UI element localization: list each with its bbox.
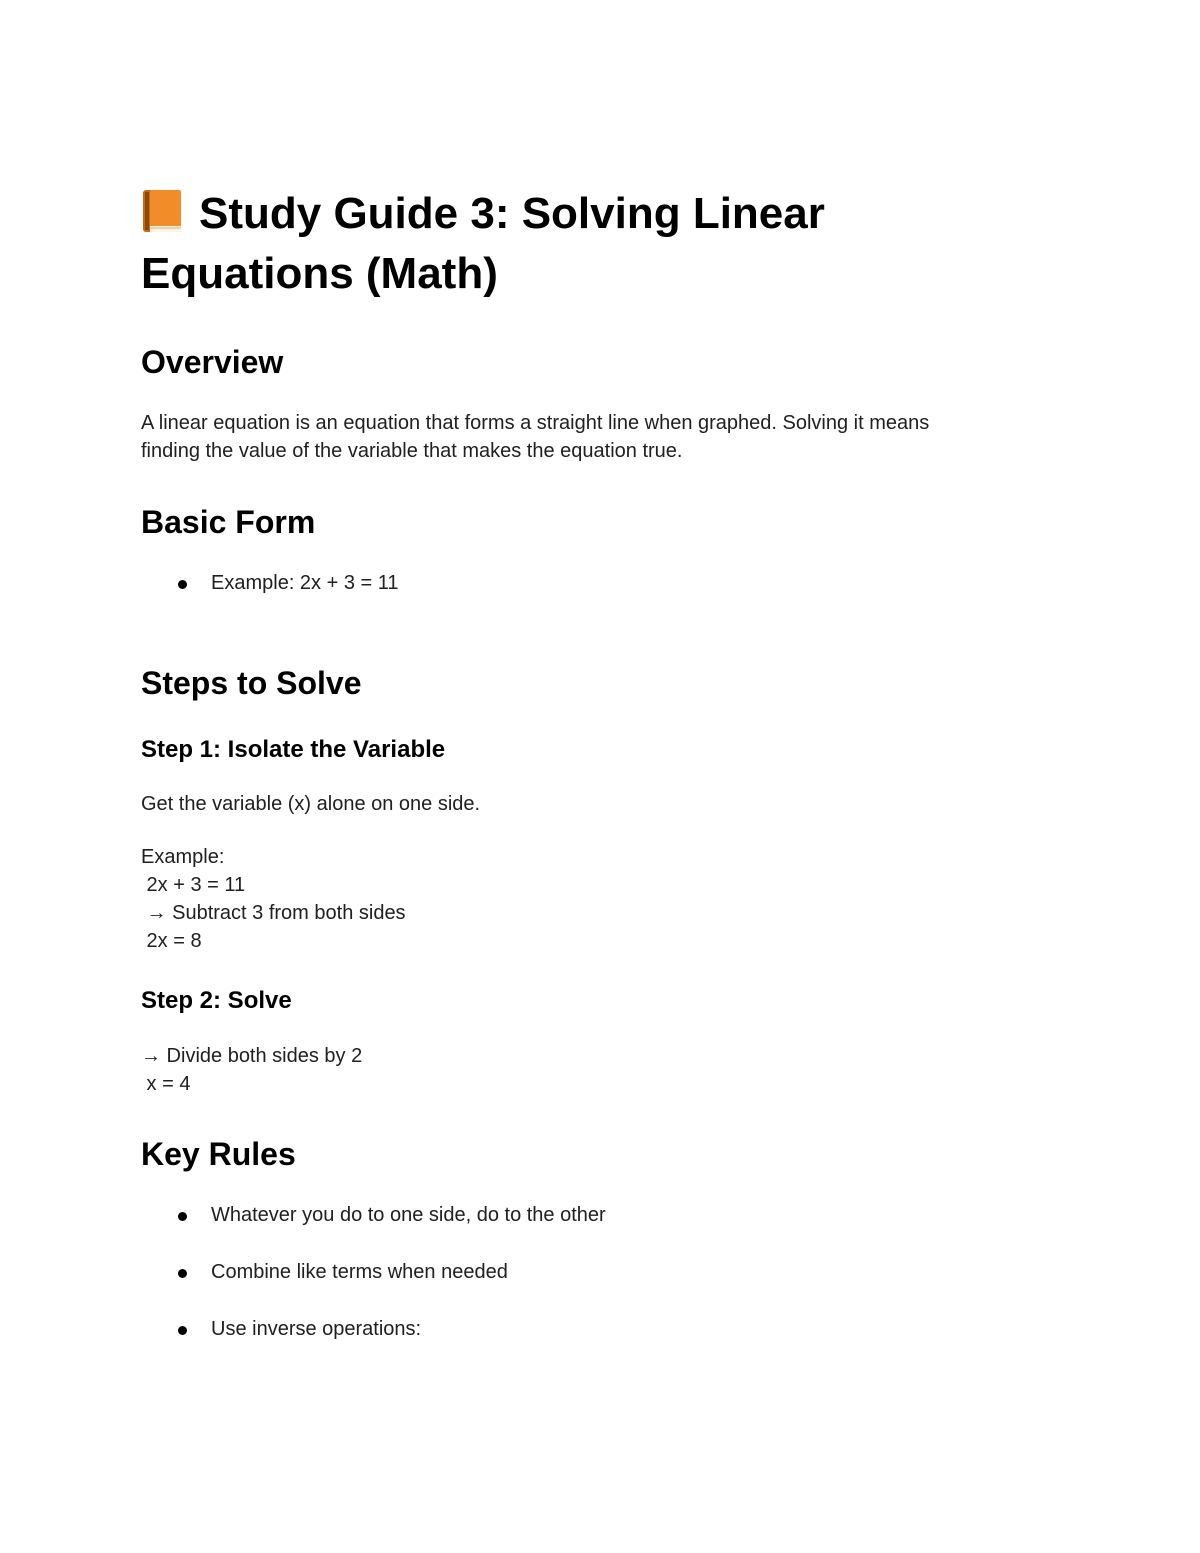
- overview-text-line-2: finding the value of the variable that makes the equation true.: [141, 440, 683, 462]
- steps-heading: Steps to Solve: [141, 665, 362, 701]
- overview-text-line-1: A linear equation is an equation that forms a straight line when graphed. Solving it means: [141, 412, 930, 434]
- step1-description: Get the variable (x) alone on one side.: [141, 793, 481, 815]
- step2-heading: Step 2: Solve: [141, 987, 292, 1014]
- step1-line-2: → Subtract 3 from both sides: [141, 902, 406, 924]
- basic-form-heading: Basic Form: [141, 504, 316, 540]
- title-line-2: Equations (Math): [141, 249, 498, 298]
- bullet-icon: [178, 580, 187, 589]
- step1-example-label: Example:: [141, 846, 225, 868]
- key-rule-item: Combine like terms when needed: [211, 1261, 508, 1283]
- bullet-icon: [178, 1326, 187, 1335]
- key-rules-heading: Key Rules: [141, 1136, 296, 1172]
- basic-form-item: Example: 2x + 3 = 11: [211, 572, 399, 594]
- document-title: [141, 188, 825, 240]
- bullet-icon: [178, 1212, 187, 1221]
- bullet-icon: [178, 1269, 187, 1278]
- step1-line-3: 2x = 8: [141, 930, 202, 952]
- key-rule-item: Whatever you do to one side, do to the other: [211, 1204, 606, 1226]
- overview-heading: Overview: [141, 344, 284, 380]
- key-rule-item: Use inverse operations:: [211, 1318, 422, 1340]
- orange-book-icon: [141, 188, 183, 234]
- step2-line-2: x = 4: [141, 1073, 191, 1095]
- title-line-1: Study Guide 3: Solving Linear: [199, 189, 825, 238]
- step1-line-1: 2x + 3 = 11: [141, 874, 246, 896]
- step1-heading: Step 1: Isolate the Variable: [141, 736, 446, 763]
- step2-line-1: → Divide both sides by 2: [141, 1045, 363, 1067]
